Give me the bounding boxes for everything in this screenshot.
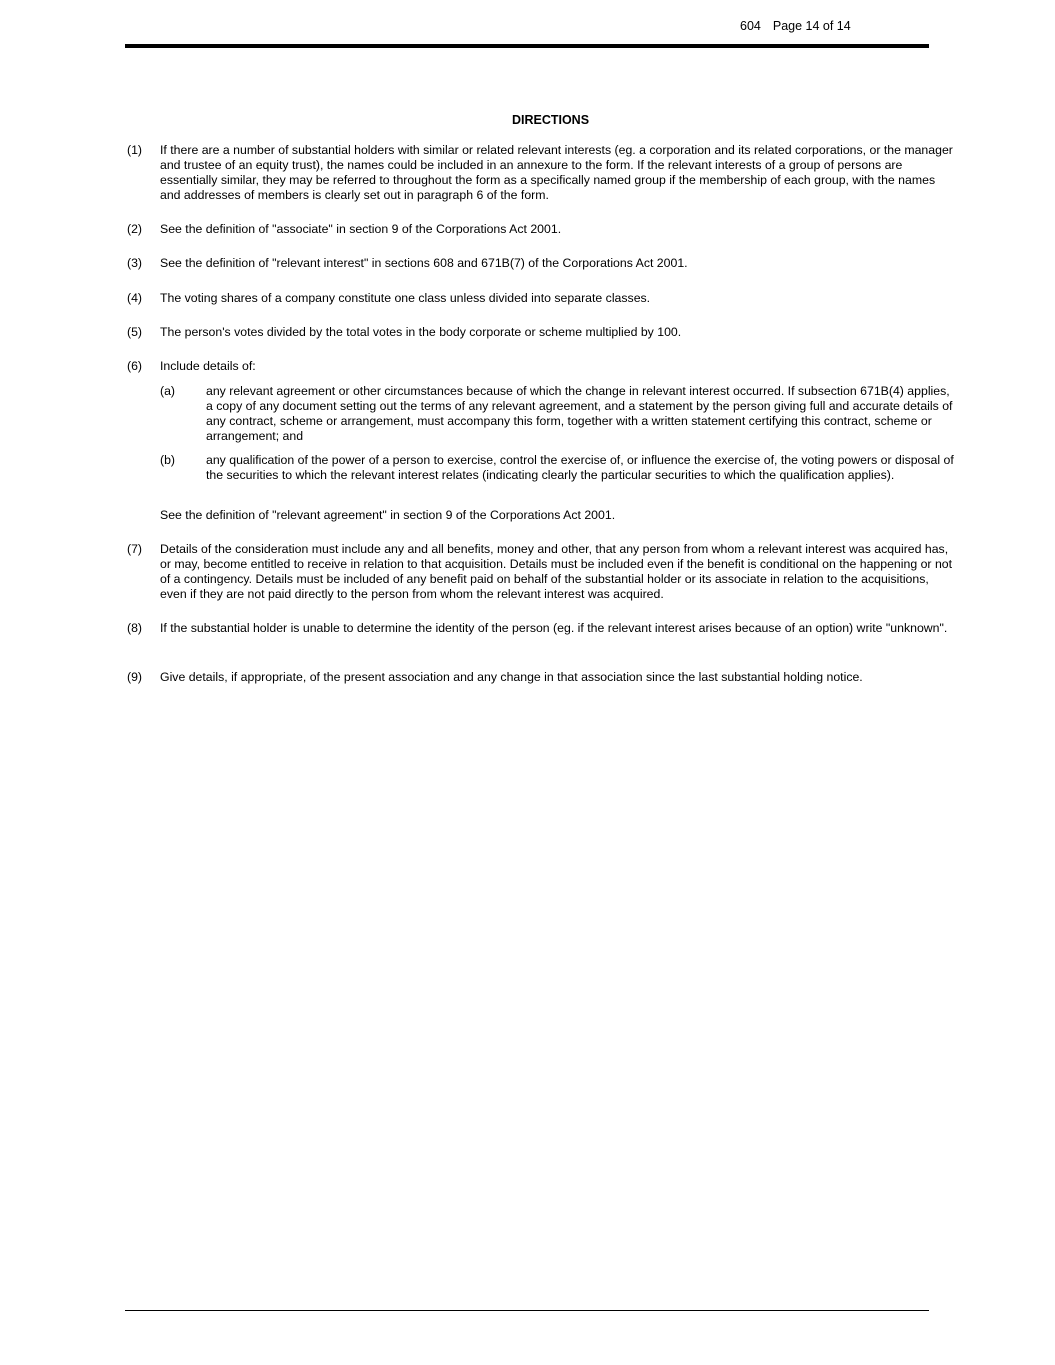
footer-divider: [125, 1310, 929, 1311]
subitem-text: any relevant agreement or other circumstances because of which the change in relevant interest occurred. If subsection 671B(4) applies, a copy of any document setting out the terms of any relevant agreement, and a statement by the person giving full and accurate details of any contract, scheme or arrangement, must accompany this form, together with a written statement certifying this contract, scheme or arrangement; and: [206, 384, 953, 443]
item-text: See the definition of "relevant interest" in sections 608 and 671B(7) of the Corporations Act 2001.: [160, 256, 688, 270]
page-title: DIRECTIONS: [511, 113, 590, 127]
item-text: The person's votes divided by the total votes in the body corporate or scheme multiplied by 100.: [160, 325, 682, 339]
page-header: [740, 19, 851, 34]
item-text: Give details, if appropriate, of the present association and any change in that association since the last substantial holding notice.: [160, 670, 863, 684]
item-number: (8): [127, 621, 143, 635]
form-number: 604: [740, 19, 761, 33]
item-text: Include details of:: [160, 359, 256, 373]
subitem-letter: (b): [160, 453, 176, 467]
direction-item-6-note: See the definition of "relevant agreement" in section 9 of the Corporations Act 2001.: [160, 508, 616, 522]
item-text: Details of the consideration must include any and all benefits, money and other, that any person from whom a relevant interest was acquired has, or may, become entitled to receive in relation to that acquisition. Details must be included even if the benefit is conditional on the happening or not of a contingency. Details must be included of any benefit paid on behalf of the substantial holder or its associate in relation to the acquisitions, even if they are not paid directly to the person from whom the relevant interest was acquired.: [160, 542, 953, 601]
item-text: If there are a number of substantial holders with similar or related relevant interests (eg. a corporation and its related corporations, or the manager and trustee of an equity trust), the names could be included in an annexure to the form. If the relevant interests of a group of persons are essentially similar, they may be referred to throughout the form as a specifically named group if the membership of each group, with the names and addresses of members is clearly set out in paragraph 6 of the form.: [160, 143, 953, 202]
item-number: (4): [127, 291, 143, 305]
item-text: See the definition of "associate" in section 9 of the Corporations Act 2001.: [160, 222, 562, 236]
item-number: (5): [127, 325, 143, 339]
header-divider: [125, 44, 929, 48]
item-number: (3): [127, 256, 143, 270]
subitem-letter: (a): [160, 384, 176, 398]
page-number-label: Page 14 of 14: [772, 19, 851, 33]
subitem-text: any qualification of the power of a person to exercise, control the exercise of, or influence the exercise of, the voting powers or disposal of the securities to which the relevant interest relates (indicating clearly the particular securities to which the qualification applies).: [206, 453, 954, 482]
item-number: (7): [127, 542, 143, 556]
item-text: If the substantial holder is unable to determine the identity of the person (eg. if the relevant interest arises because of an option) write "unknown".: [160, 621, 948, 635]
item-number: (1): [127, 143, 143, 157]
item-number: (6): [127, 359, 143, 373]
item-text: The voting shares of a company constitute one class unless divided into separate classes.: [160, 291, 651, 305]
item-number: (2): [127, 222, 143, 236]
item-number: (9): [127, 670, 143, 684]
